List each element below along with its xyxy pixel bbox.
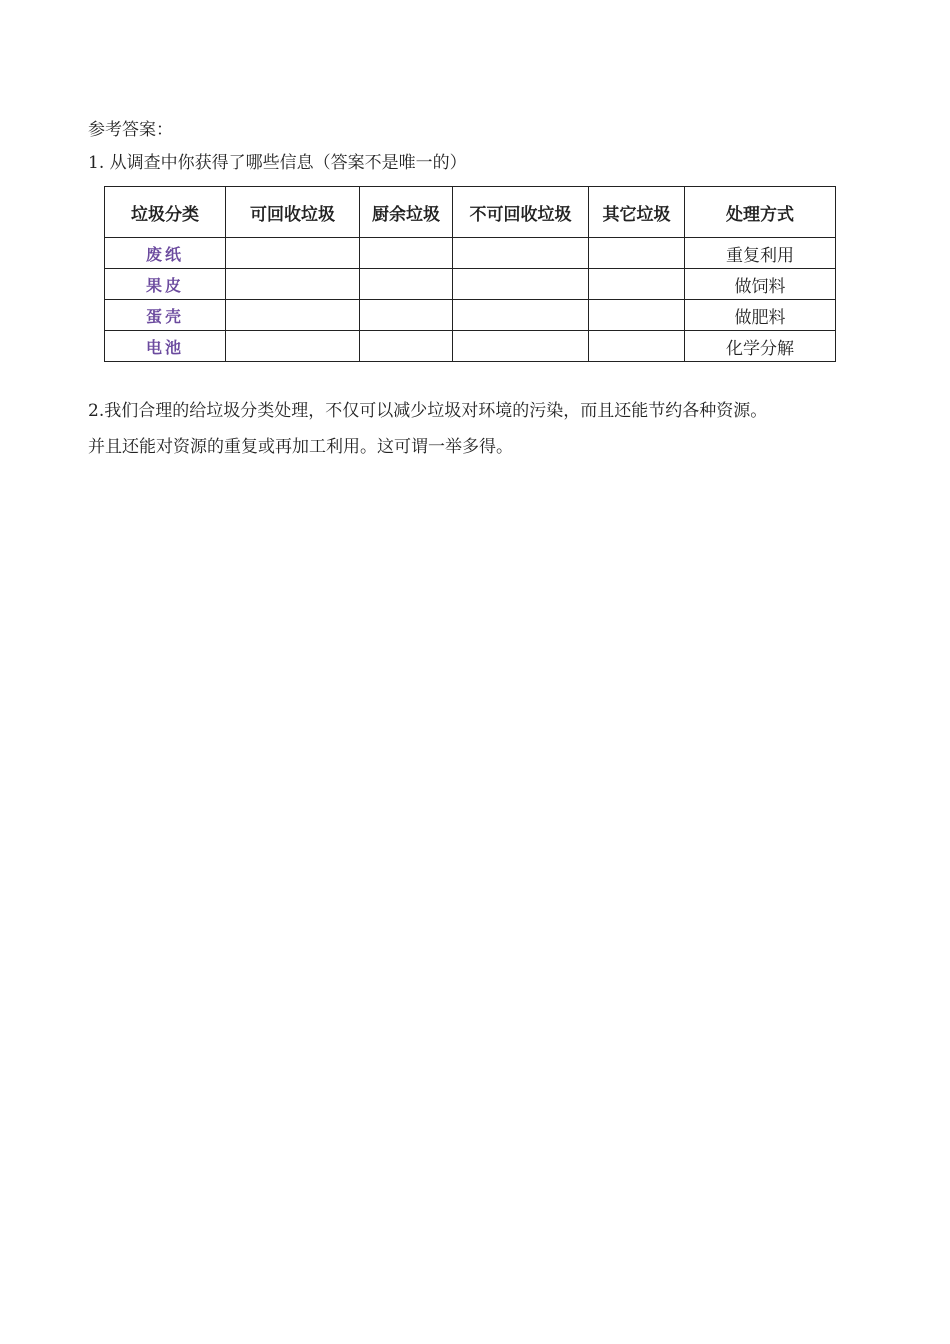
- header-non-recyclable: 不可回收垃圾: [453, 187, 589, 238]
- table-row: [105, 238, 836, 269]
- cell-other: [589, 269, 685, 300]
- row-item: 电池: [105, 331, 226, 362]
- cell-method: 化学分解: [685, 331, 836, 362]
- cell-recyclable: [226, 238, 360, 269]
- cell-non-recyclable: [453, 331, 589, 362]
- cell-method: 做肥料: [685, 300, 836, 331]
- header-treatment-method: 处理方式: [685, 187, 836, 238]
- answer-2-line-1: 2.我们合理的给垃圾分类处理，不仅可以减少垃圾对环境的污染，而且还能节约各种资源。: [88, 401, 768, 421]
- cell-kitchen: [360, 300, 453, 331]
- cell-method: 重复利用: [685, 238, 836, 269]
- table-row: [105, 269, 836, 300]
- header-other-waste: 其它垃圾: [589, 187, 685, 238]
- cell-other: [589, 331, 685, 362]
- cell-non-recyclable: [453, 238, 589, 269]
- waste-classification-table: [104, 186, 836, 362]
- answer-heading: 参考答案：: [88, 120, 173, 140]
- header-kitchen-waste: 厨余垃圾: [360, 187, 453, 238]
- row-item: 蛋壳: [105, 300, 226, 331]
- table-row: [105, 331, 836, 362]
- cell-other: [589, 238, 685, 269]
- cell-recyclable: [226, 300, 360, 331]
- header-category: 垃圾分类: [105, 187, 226, 238]
- question-1: 1. 从调查中你获得了哪些信息（答案不是唯一的）: [88, 153, 467, 173]
- table-header-row: [105, 187, 836, 238]
- cell-method: 做饲料: [685, 269, 836, 300]
- cell-other: [589, 300, 685, 331]
- cell-kitchen: [360, 238, 453, 269]
- table-row: [105, 300, 836, 331]
- cell-recyclable: [226, 269, 360, 300]
- cell-kitchen: [360, 331, 453, 362]
- cell-recyclable: [226, 331, 360, 362]
- cell-kitchen: [360, 269, 453, 300]
- header-recyclable: 可回收垃圾: [226, 187, 360, 238]
- answer-2-line-2: 并且还能对资源的重复或再加工利用。这可谓一举多得。: [88, 437, 513, 457]
- cell-non-recyclable: [453, 300, 589, 331]
- row-item: 废纸: [105, 238, 226, 269]
- row-item: 果皮: [105, 269, 226, 300]
- cell-non-recyclable: [453, 269, 589, 300]
